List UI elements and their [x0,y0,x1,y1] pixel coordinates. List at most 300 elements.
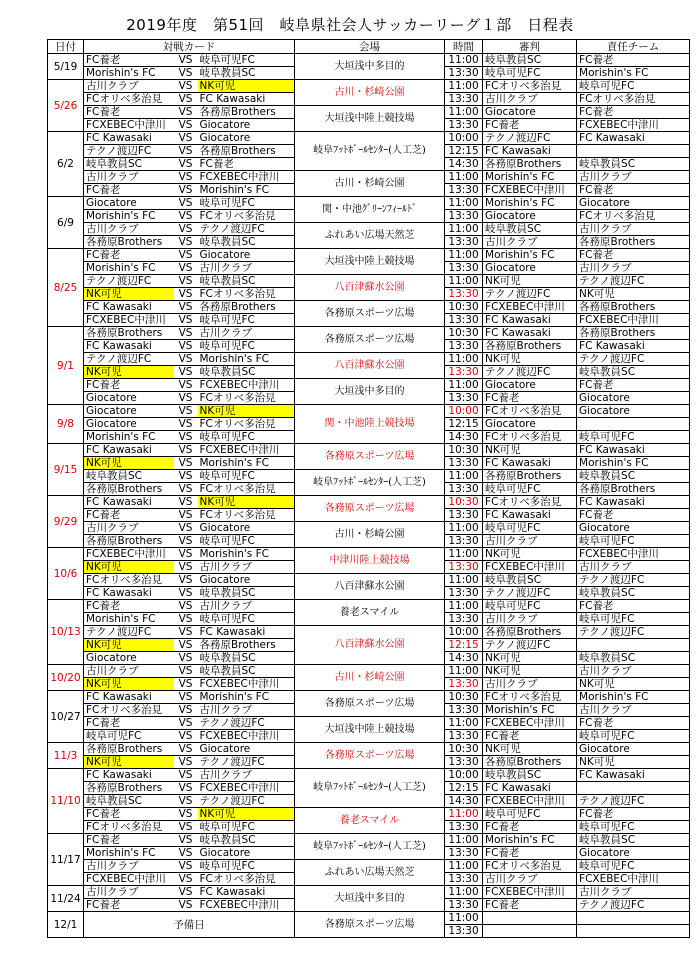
home-team: NK可児 [84,756,174,769]
match-row [48,405,690,418]
home-team: NK可児 [84,561,174,574]
match-date: 9/29 [48,496,84,548]
kickoff-time: 11:00 [445,574,483,587]
referee-team: FC養老 [483,730,577,743]
responsible-team: 岐阜教員SC [577,158,690,171]
responsible-team: テクノ渡辺FC [577,795,690,808]
vs-label: VS [174,678,198,691]
responsible-team: 古川クラブ [577,223,690,236]
kickoff-time: 11:00 [445,834,483,847]
vs-label: VS [174,795,198,808]
home-team: テクノ渡辺FC [84,275,174,288]
venue-name: 各務原スポーツ広場 [295,743,445,769]
referee-team: Morishin's FC [483,171,577,184]
vs-label: VS [174,184,198,197]
home-team: テクノ渡辺FC [84,626,174,639]
vs-label: VS [174,782,198,795]
vs-label: VS [174,834,198,847]
home-team: FCXEBEC中津川 [84,873,174,886]
kickoff-time: 10:30 [445,444,483,457]
match-row [48,665,690,678]
away-team: 岐阜教員SC [198,366,295,379]
kickoff-time: 13:30 [445,756,483,769]
kickoff-time: 13:30 [445,847,483,860]
referee-team: NK可児 [483,444,577,457]
home-team: FC養老 [84,106,174,119]
home-team: NK可児 [84,639,174,652]
vs-label: VS [174,457,198,470]
referee-team: NK可児 [483,665,577,678]
referee-team: Giocatore [483,418,577,431]
kickoff-time: 11:00 [445,860,483,873]
away-team: 古川クラブ [198,561,295,574]
vs-label: VS [174,392,198,405]
match-date: 9/15 [48,444,84,496]
responsible-team [577,925,690,938]
responsible-team: 岐阜可児FC [577,821,690,834]
venue-name: 古川・杉崎公園 [295,665,445,691]
home-team: 古川クラブ [84,80,174,93]
responsible-team: FC Kawasaki [577,340,690,353]
responsible-team: FC Kawasaki [577,496,690,509]
home-team: 各務原Brothers [84,236,174,249]
vs-label: VS [174,405,198,418]
away-team: 岐阜可児FC [198,860,295,873]
match-date: 8/25 [48,249,84,327]
home-team: FC Kawasaki [84,444,174,457]
match-row [48,691,690,704]
away-team: FCXEBEC中津川 [198,379,295,392]
vs-label: VS [174,665,198,678]
vs-label: VS [174,366,198,379]
venue-name: 八百津蘇水公園 [295,626,445,665]
venue-name: 各務原スポーツ広場 [295,912,445,938]
kickoff-time: 13:30 [445,184,483,197]
match-row [48,171,690,184]
referee-team: FC Kawasaki [483,314,577,327]
home-team: 各務原Brothers [84,535,174,548]
away-team: 岐阜教員SC [198,652,295,665]
venue-name: 八百津蘇水公園 [295,574,445,600]
vs-label: VS [174,145,198,158]
kickoff-time: 11:00 [445,171,483,184]
referee-team: 古川クラブ [483,678,577,691]
responsible-team: 岐阜可児FC [577,431,690,444]
away-team: Giocatore [198,119,295,132]
away-team: 古川クラブ [198,262,295,275]
reserve-day-label: 予備日 [84,912,295,938]
referee-team: 各務原Brothers [483,756,577,769]
responsible-team: 各務原Brothers [577,483,690,496]
home-team: FC養老 [84,184,174,197]
home-team: 岐阜教員SC [84,470,174,483]
away-team: Giocatore [198,574,295,587]
kickoff-time: 14:30 [445,795,483,808]
away-team: FCオリベ多治見 [198,392,295,405]
match-date: 11/3 [48,743,84,769]
away-team: FCオリベ多治見 [198,509,295,522]
home-team: Giocatore [84,418,174,431]
vs-label: VS [174,444,198,457]
vs-label: VS [174,821,198,834]
responsible-team: Giocatore [577,522,690,535]
match-row [48,327,690,340]
away-team: 岐阜可児FC [198,470,295,483]
vs-label: VS [174,223,198,236]
away-team: FCXEBEC中津川 [198,730,295,743]
kickoff-time: 10:30 [445,691,483,704]
match-row [48,444,690,457]
away-team: 岐阜可児FC [198,340,295,353]
responsible-team: Giocatore [577,405,690,418]
kickoff-time: 10:30 [445,301,483,314]
match-row [48,574,690,587]
home-team: FCXEBEC中津川 [84,548,174,561]
header-referee: 審判 [483,40,577,54]
responsible-team: FCXEBEC中津川 [577,119,690,132]
responsible-team: 各務原Brothers [577,301,690,314]
referee-team: FC養老 [483,119,577,132]
match-row [48,275,690,288]
venue-name: 岐阜ﾌｯﾄﾎﾞｰﾙｾﾝﾀｰ(人工芝) [295,834,445,860]
kickoff-time: 13:30 [445,821,483,834]
away-team: FCXEBEC中津川 [198,171,295,184]
home-team: FC養老 [84,379,174,392]
referee-team: 岐阜教員SC [483,574,577,587]
home-team: 各務原Brothers [84,743,174,756]
vs-label: VS [174,327,198,340]
vs-label: VS [174,262,198,275]
home-team: Morishin's FC [84,262,174,275]
venue-name: 各務原スポーツ広場 [295,444,445,470]
vs-label: VS [174,704,198,717]
responsible-team: 岐阜可児FC [577,860,690,873]
match-date: 9/8 [48,405,84,444]
away-team: FC Kawasaki [198,626,295,639]
responsible-team: 岐阜教員SC [577,587,690,600]
match-date: 5/26 [48,80,84,132]
referee-team: FC養老 [483,821,577,834]
venue-name: 各務原スポーツ広場 [295,691,445,717]
responsible-team: FC Kawasaki [577,769,690,782]
vs-label: VS [174,613,198,626]
referee-team: 岐阜教員SC [483,223,577,236]
kickoff-time: 13:30 [445,678,483,691]
responsible-team: テクノ渡辺FC [577,275,690,288]
vs-label: VS [174,236,198,249]
home-team: 岐阜教員SC [84,158,174,171]
referee-team: 各務原Brothers [483,470,577,483]
match-row [48,106,690,119]
referee-team: 各務原Brothers [483,626,577,639]
away-team: Morishin's FC [198,691,295,704]
referee-team: 各務原Brothers [483,340,577,353]
away-team: Giocatore [198,132,295,145]
responsible-team: テクノ渡辺FC [577,626,690,639]
venue-name: ふれあい広場天然芝 [295,223,445,249]
vs-label: VS [174,626,198,639]
referee-team: 岐阜可児FC [483,808,577,821]
match-row [48,132,690,145]
venue-name: 古川・杉崎公園 [295,171,445,197]
responsible-team: 各務原Brothers [577,327,690,340]
vs-label: VS [174,249,198,262]
away-team: Giocatore [198,743,295,756]
referee-team: 岐阜可児FC [483,67,577,80]
home-team: FC Kawasaki [84,496,174,509]
responsible-team: 岐阜可児FC [577,730,690,743]
kickoff-time: 13:30 [445,483,483,496]
home-team: テクノ渡辺FC [84,145,174,158]
kickoff-time: 13:30 [445,366,483,379]
home-team: 岐阜可児FC [84,730,174,743]
home-team: FC養老 [84,509,174,522]
kickoff-time: 11:00 [445,808,483,821]
home-team: NK可児 [84,678,174,691]
match-date: 5/19 [48,54,84,80]
vs-label: VS [174,470,198,483]
home-team: FC養老 [84,717,174,730]
match-row [48,353,690,366]
kickoff-time: 13:30 [445,340,483,353]
kickoff-time: 11:00 [445,80,483,93]
referee-team: Morishin's FC [483,249,577,262]
away-team: 各務原Brothers [198,639,295,652]
away-team: 岐阜可児FC [198,197,295,210]
responsible-team: FCXEBEC中津川 [577,314,690,327]
responsible-team: FC Kawasaki [577,132,690,145]
venue-name: 八百津蘇水公園 [295,353,445,379]
match-row [48,496,690,509]
referee-team: FCオリベ多治見 [483,431,577,444]
vs-label: VS [174,340,198,353]
referee-team: NK可児 [483,743,577,756]
kickoff-time: 11:00 [445,223,483,236]
referee-team: Giocatore [483,106,577,119]
away-team: 岐阜可児FC [198,431,295,444]
vs-label: VS [174,600,198,613]
home-team: 各務原Brothers [84,327,174,340]
home-team: NK可児 [84,366,174,379]
home-team: 各務原Brothers [84,782,174,795]
schedule-body [48,54,690,938]
referee-team: テクノ渡辺FC [483,132,577,145]
responsible-team: FC養老 [577,379,690,392]
responsible-team: 岐阜教員SC [577,834,690,847]
kickoff-time: 13:30 [445,899,483,912]
responsible-team: Morishin's FC [577,691,690,704]
kickoff-time: 13:30 [445,925,483,938]
responsible-team: 古川クラブ [577,171,690,184]
referee-team: Giocatore [483,262,577,275]
away-team: テクノ渡辺FC [198,795,295,808]
away-team: 岐阜可児FC [198,535,295,548]
venue-name: 岐阜ﾌｯﾄﾎﾞｰﾙｾﾝﾀｰ(人工芝) [295,132,445,171]
kickoff-time: 13:30 [445,704,483,717]
away-team: 岐阜教員SC [198,834,295,847]
referee-team: FCXEBEC中津川 [483,561,577,574]
home-team: Morishin's FC [84,67,174,80]
referee-team: FC養老 [483,847,577,860]
away-team: 岐阜教員SC [198,236,295,249]
responsible-team [577,782,690,795]
away-team: FCオリベ多治見 [198,210,295,223]
responsible-team: テクノ渡辺FC [577,574,690,587]
away-team: 古川クラブ [198,704,295,717]
home-team: 古川クラブ [84,860,174,873]
match-row [48,522,690,535]
venue-name: 各務原スポーツ広場 [295,301,445,327]
match-row [48,808,690,821]
kickoff-time: 12:15 [445,145,483,158]
responsible-team [577,912,690,925]
referee-team: FCオリベ多治見 [483,405,577,418]
kickoff-time: 11:00 [445,353,483,366]
responsible-team: 各務原Brothers [577,236,690,249]
home-team: FCXEBEC中津川 [84,314,174,327]
responsible-team: FCオリベ多治見 [577,93,690,106]
page-title: 2019年度 第51回 岐阜県社会人サッカーリーグ１部 日程表 [126,16,574,34]
away-team: NK可児 [198,405,295,418]
vs-label: VS [174,80,198,93]
kickoff-time: 11:00 [445,197,483,210]
vs-label: VS [174,418,198,431]
kickoff-time: 13:30 [445,457,483,470]
referee-team: Morishin's FC [483,197,577,210]
match-row [48,860,690,873]
vs-label: VS [174,288,198,301]
away-team: FC Kawasaki [198,93,295,106]
away-team: FCXEBEC中津川 [198,899,295,912]
away-team: FCXEBEC中津川 [198,444,295,457]
responsible-team: FC Kawasaki [577,444,690,457]
home-team: FCオリベ多治見 [84,704,174,717]
match-date: 10/6 [48,548,84,600]
away-team: Giocatore [198,847,295,860]
referee-team: NK可児 [483,275,577,288]
venue-name: 大垣浅中多目的 [295,54,445,80]
home-team: 古川クラブ [84,223,174,236]
home-team: Morishin's FC [84,847,174,860]
kickoff-time: 11:00 [445,600,483,613]
match-date: 11/24 [48,886,84,912]
away-team: FCオリベ多治見 [198,288,295,301]
match-row [48,80,690,93]
kickoff-time: 11:00 [445,249,483,262]
match-row [48,249,690,262]
vs-label: VS [174,561,198,574]
kickoff-time: 11:00 [445,717,483,730]
match-row [48,197,690,210]
home-team: Morishin's FC [84,431,174,444]
kickoff-time: 13:30 [445,119,483,132]
referee-team: Giocatore [483,210,577,223]
home-team: FC Kawasaki [84,587,174,600]
header-time: 時間 [445,40,483,54]
responsible-team: テクノ渡辺FC [577,899,690,912]
away-team: Morishin's FC [198,353,295,366]
vs-label: VS [174,873,198,886]
kickoff-time: 13:30 [445,93,483,106]
away-team: 岐阜可児FC [198,314,295,327]
kickoff-time: 14:30 [445,652,483,665]
venue-name: 関・中池陸上競技場 [295,405,445,444]
referee-team: NK可児 [483,652,577,665]
responsible-team [577,418,690,431]
venue-name: 養老スマイル [295,600,445,626]
kickoff-time: 13:30 [445,587,483,600]
match-row [48,743,690,756]
match-row [48,717,690,730]
match-row [48,834,690,847]
vs-label: VS [174,275,198,288]
referee-team: Morishin's FC [483,834,577,847]
responsible-team: 古川クラブ [577,262,690,275]
kickoff-time: 10:30 [445,496,483,509]
home-team: Giocatore [84,197,174,210]
venue-name: 大垣浅中陸上競技場 [295,106,445,132]
kickoff-time: 13:30 [445,262,483,275]
kickoff-time: 11:00 [445,665,483,678]
vs-label: VS [174,652,198,665]
referee-team: FCXEBEC中津川 [483,301,577,314]
home-team: 古川クラブ [84,665,174,678]
referee-team: 古川クラブ [483,93,577,106]
match-date: 12/1 [48,912,84,938]
away-team: 岐阜可児FC [198,613,295,626]
kickoff-time: 10:00 [445,132,483,145]
responsible-team: Morishin's FC [577,67,690,80]
referee-team: FC Kawasaki [483,457,577,470]
match-date: 10/20 [48,665,84,691]
match-row [48,470,690,483]
vs-label: VS [174,847,198,860]
vs-label: VS [174,171,198,184]
away-team: Morishin's FC [198,184,295,197]
home-team: FC養老 [84,834,174,847]
away-team: 岐阜教員SC [198,665,295,678]
kickoff-time: 11:00 [445,548,483,561]
away-team: FC養老 [198,158,295,171]
referee-team: NK可児 [483,548,577,561]
away-team: FCオリベ多治見 [198,483,295,496]
match-date: 11/10 [48,769,84,834]
referee-team: FCオリベ多治見 [483,691,577,704]
match-row [48,548,690,561]
responsible-team: 岐阜教員SC [577,470,690,483]
home-team: テクノ渡辺FC [84,353,174,366]
referee-team: FC Kawasaki [483,782,577,795]
header-date: 日付 [48,40,84,54]
kickoff-time: 11:00 [445,912,483,925]
home-team: 古川クラブ [84,171,174,184]
vs-label: VS [174,132,198,145]
vs-label: VS [174,106,198,119]
responsible-team: FC養老 [577,600,690,613]
venue-name: 大垣浅中陸上競技場 [295,249,445,275]
responsible-team [577,145,690,158]
responsible-team: FC養老 [577,54,690,67]
kickoff-time: 10:00 [445,769,483,782]
vs-label: VS [174,522,198,535]
vs-label: VS [174,587,198,600]
responsible-team: 岐阜教員SC [577,652,690,665]
vs-label: VS [174,379,198,392]
header-card: 対戦カード [84,40,295,54]
vs-label: VS [174,93,198,106]
away-team: テクノ渡辺FC [198,756,295,769]
home-team: FCオリベ多治見 [84,93,174,106]
